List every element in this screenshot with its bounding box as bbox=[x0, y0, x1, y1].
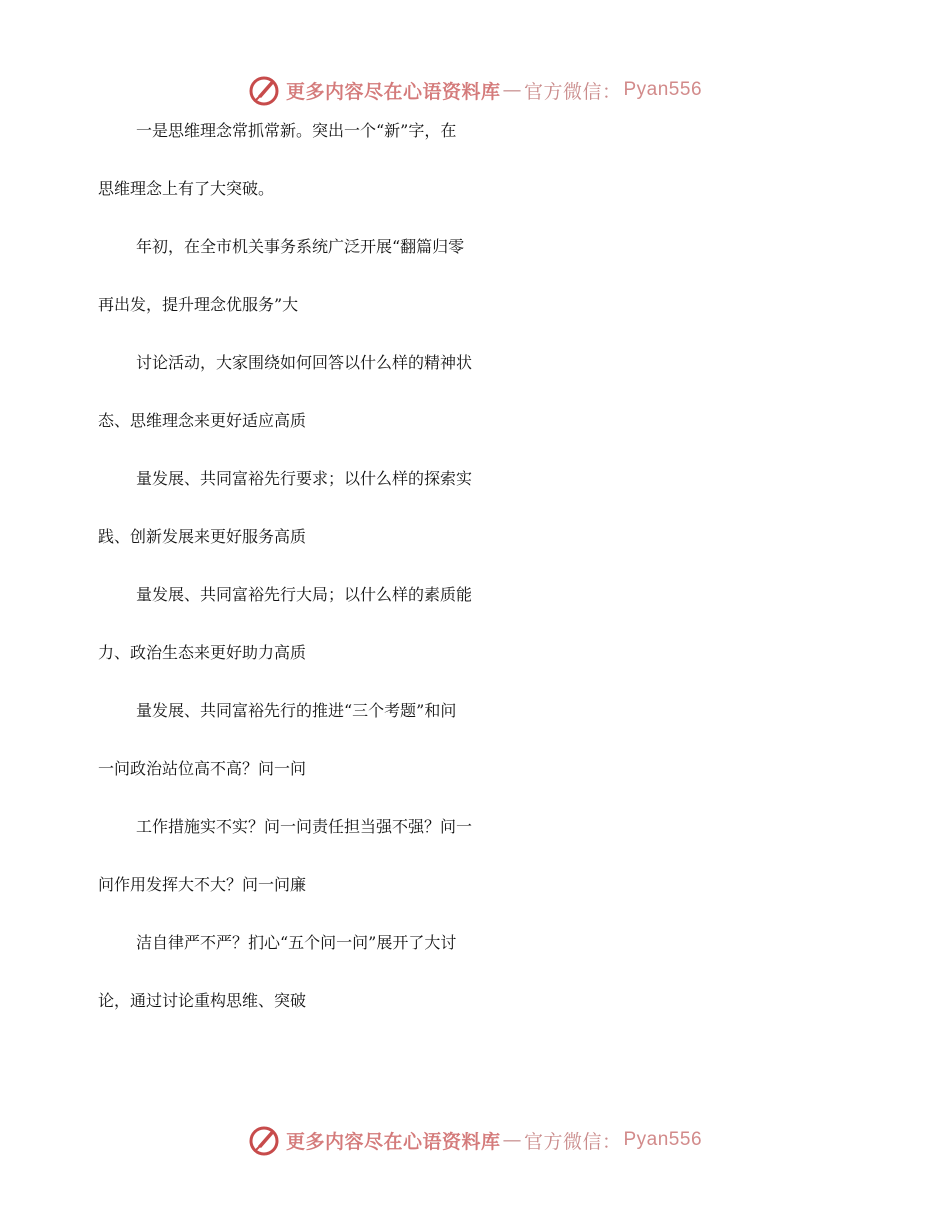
text-line: 量发展、共同富裕先行要求；以什么样的探索实 bbox=[136, 469, 473, 488]
text-line: 洁自律严不严？扪心“五个问一问”展开了大讨 bbox=[136, 933, 457, 952]
text-line: 讨论活动，大家围绕如何回答以什么样的精神状 bbox=[136, 353, 473, 372]
text-line: 力、政治生态来更好助力高质 bbox=[98, 643, 307, 662]
document-body bbox=[98, 118, 858, 1046]
quill-logo-icon bbox=[248, 74, 280, 106]
text-line: 一问政治站位高不高？问一问 bbox=[98, 759, 307, 778]
quill-logo-icon bbox=[248, 1124, 280, 1156]
text-line: 论，通过讨论重构思维、突破 bbox=[98, 991, 307, 1010]
text-line: 问作用发挥大不大？问一问廉 bbox=[98, 875, 307, 894]
watermark-separator: — bbox=[502, 79, 522, 101]
text-line: 量发展、共同富裕先行大局；以什么样的素质能 bbox=[136, 585, 473, 604]
watermark-label: 官方微信： bbox=[523, 1130, 622, 1153]
watermark-label: 官方微信： bbox=[523, 80, 622, 103]
header-watermark bbox=[0, 70, 950, 110]
text-line: 工作措施实不实？问一问责任担当强不强？问一 bbox=[136, 817, 473, 836]
text-line: 年初，在全市机关事务系统广泛开展“翻篇归零 bbox=[136, 237, 465, 256]
text-line: 再出发，提升理念优服务”大 bbox=[98, 295, 299, 314]
footer-watermark bbox=[0, 1120, 950, 1160]
watermark-separator: — bbox=[502, 1129, 522, 1151]
text-line: 思维理念上有了大突破。 bbox=[98, 179, 275, 198]
text-line: 态、思维理念来更好适应高质 bbox=[98, 411, 307, 430]
watermark-wechat-id: Pyan556 bbox=[623, 79, 703, 100]
text-line: 践、创新发展来更好服务高质 bbox=[98, 527, 307, 546]
text-line: 一是思维理念常抓常新。突出一个“新”字，在 bbox=[136, 121, 457, 140]
watermark-wechat-id: Pyan556 bbox=[623, 1129, 703, 1150]
watermark-brand: 更多内容尽在心语资料库 bbox=[285, 80, 501, 103]
text-line: 量发展、共同富裕先行的推进“三个考题”和问 bbox=[136, 701, 457, 720]
watermark-brand: 更多内容尽在心语资料库 bbox=[285, 1130, 501, 1153]
